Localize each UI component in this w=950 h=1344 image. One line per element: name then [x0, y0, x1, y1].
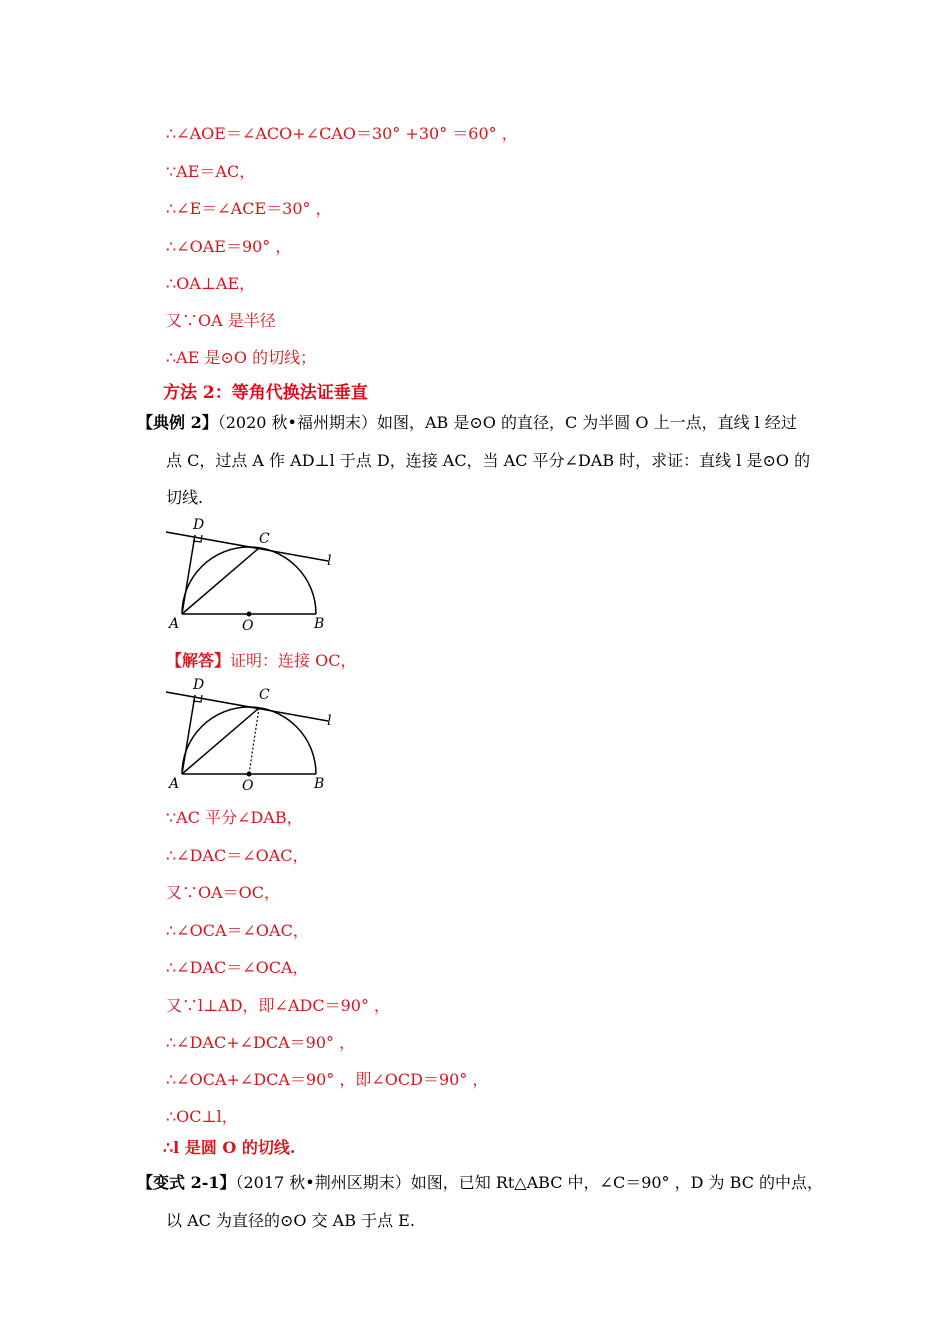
variant-tag: 【变式 2-1】: [137, 1173, 236, 1192]
proof1-line: ∴AE 是⊙O 的切线；: [166, 348, 317, 367]
proof1-line: ∵AE＝AC，: [166, 162, 256, 181]
variant-line2: 以 AC 为直径的⊙O 交 AB 于点 E.: [166, 1211, 415, 1230]
proof2-line: ∴OC⊥l，: [166, 1107, 238, 1126]
proof2-line: ∴∠DAC+∠DCA＝90° ，: [166, 1033, 356, 1052]
proof2-conclusion: ∴l 是圆 O 的切线.: [163, 1138, 296, 1157]
proof2-line: 又∵l⊥AD，即∠ADC＝90° ，: [166, 996, 391, 1015]
variant-text: 如图，已知 Rt△ABC 中，∠C＝90° ，D 为 BC 的中点，: [410, 1173, 824, 1192]
variant-source: （2017 秋•荆州区期末）: [235, 1173, 411, 1192]
geometry-figure-1: [160, 512, 350, 637]
proof1-line: 又∵OA 是半径: [166, 311, 276, 330]
answer-tag: 【解答】: [166, 651, 231, 670]
geometry-figure-2: [160, 672, 350, 797]
label-O: O: [242, 778, 254, 794]
label-C: C: [259, 531, 270, 547]
proof1-line: ∴∠E＝∠ACE＝30° ，: [166, 199, 332, 218]
label-A: A: [169, 616, 180, 632]
proof1-line: ∴OA⊥AE，: [166, 274, 256, 293]
proof2-line: ∵AC 平分∠DAB，: [166, 808, 303, 827]
proof1-line: ∴∠OAE＝90° ，: [166, 237, 292, 256]
label-A: A: [169, 776, 180, 792]
example-source: （2020 秋•福州期末）: [217, 413, 377, 432]
proof2-line: ∴∠DAC＝∠OCA，: [166, 958, 309, 977]
label-C: C: [259, 687, 270, 703]
section-heading: 方法 2：等角代换法证垂直: [163, 383, 368, 403]
proof2-line: 又∵OA＝OC，: [166, 883, 281, 902]
label-D: D: [193, 517, 205, 533]
answer-line: [166, 648, 356, 671]
example-tag: 【典例 2】: [137, 413, 218, 432]
example2-line3: 切线.: [166, 488, 204, 507]
label-l: l: [327, 553, 332, 569]
label-B: B: [314, 776, 325, 792]
variant-line1: [137, 1170, 823, 1193]
label-O: O: [242, 618, 254, 634]
label-B: B: [314, 616, 325, 632]
example2-line2: 点 C，过点 A 作 AD⊥l 于点 D，连接 AC，当 AC 平分∠DAB 时，求证：直线 l 是⊙O 的: [166, 451, 811, 470]
proof2-line: ∴∠DAC＝∠OAC，: [166, 846, 309, 865]
proof2-line: ∴∠OCA+∠DCA＝90° ，即∠OCD＝90° ，: [166, 1070, 489, 1089]
proof2-line: ∴∠OCA＝∠OAC，: [166, 921, 309, 940]
label-l: l: [327, 713, 332, 729]
proof1-line: ∴∠AOE＝∠ACO+∠CAO＝30° +30° ＝60° ，: [166, 124, 518, 143]
example2-line1: [137, 410, 797, 433]
answer-text: 证明：连接 OC，: [230, 651, 357, 670]
label-D: D: [193, 677, 205, 693]
example-text: 如图，AB 是⊙O 的直径，C 为半圆 O 上一点，直线 l 经过: [376, 413, 797, 432]
